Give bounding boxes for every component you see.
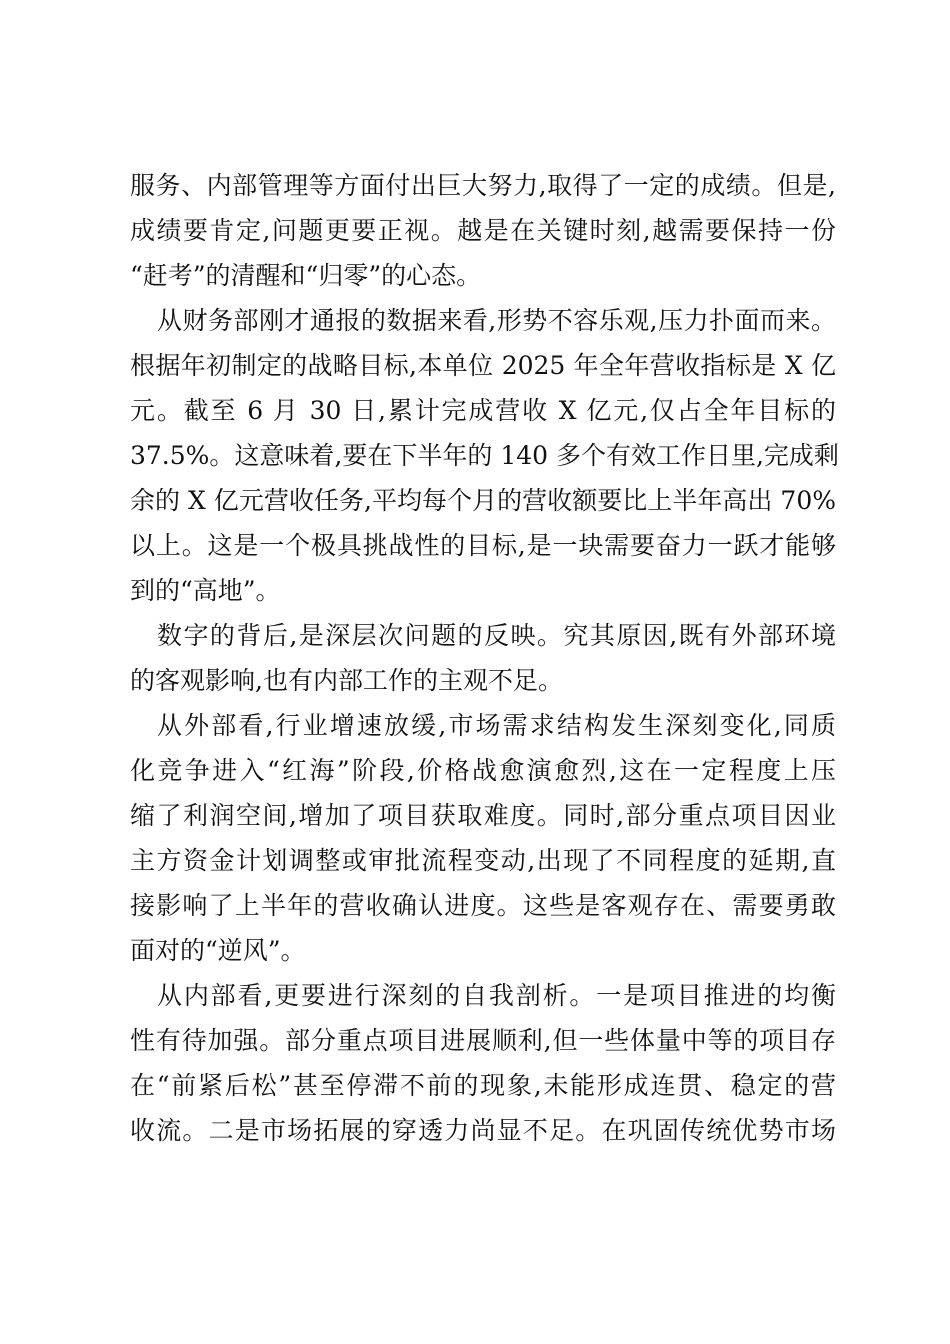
text-line: 元。截至 6 月 30 日,累计完成营收 X 亿元,仅占全年目标的: [130, 396, 836, 425]
paragraph-start-line: 从内部看,更要进行深刻的自我剖析。一是项目推进的均衡: [157, 981, 836, 1010]
text-line: “赶考”的清醒和“归零”的心态。: [130, 261, 482, 290]
text-line: 余的 X 亿元营收任务,平均每个月的营收额要比上半年高出 70%: [130, 486, 836, 515]
text-line: 37.5%。这意味着,要在下半年的 140 多个有效工作日里,完成剩: [130, 441, 839, 470]
paragraph-start-line: 从外部看,行业增速放缓,市场需求结构发生深刻变化,同质: [157, 711, 836, 740]
text-line: 性有待加强。部分重点项目进展顺利,但一些体量中等的项目存: [130, 1026, 836, 1055]
paragraph-start-line: 从财务部刚才通报的数据来看,形势不容乐观,压力扑面而来。: [157, 306, 836, 335]
text-line: 主方资金计划调整或审批流程变动,出现了不同程度的延期,直: [130, 846, 836, 875]
text-line: 化竞争进入“红海”阶段,价格战愈演愈烈,这在一定程度上压: [130, 756, 836, 785]
text-line: 收流。二是市场拓展的穿透力尚显不足。在巩固传统优势市场: [130, 1116, 836, 1145]
text-line: 服务、内部管理等方面付出巨大努力,取得了一定的成绩。但是,: [130, 171, 836, 200]
text-line: 在“前紧后松”甚至停滞不前的现象,未能形成连贯、稳定的营: [130, 1071, 836, 1100]
paragraph-start-line: 数字的背后,是深层次问题的反映。究其原因,既有外部环境: [157, 621, 836, 650]
document-page: [130, 163, 839, 1153]
text-line: 以上。这是一个极具挑战性的目标,是一块需要奋力一跃才能够: [130, 531, 836, 560]
text-line: 到的“高地”。: [130, 576, 281, 605]
text-line: 成绩要肯定,问题更要正视。越是在关键时刻,越需要保持一份: [130, 216, 836, 245]
text-line: 根据年初制定的战略目标,本单位 2025 年全年营收指标是 X 亿: [130, 351, 836, 380]
text-line: 的客观影响,也有内部工作的主观不足。: [130, 666, 563, 695]
text-line: 缩了利润空间,增加了项目获取难度。同时,部分重点项目因业: [130, 801, 836, 830]
text-line: 面对的“逆风”。: [130, 936, 306, 965]
text-line: 接影响了上半年的营收确认进度。这些是客观存在、需要勇敢: [130, 891, 836, 920]
